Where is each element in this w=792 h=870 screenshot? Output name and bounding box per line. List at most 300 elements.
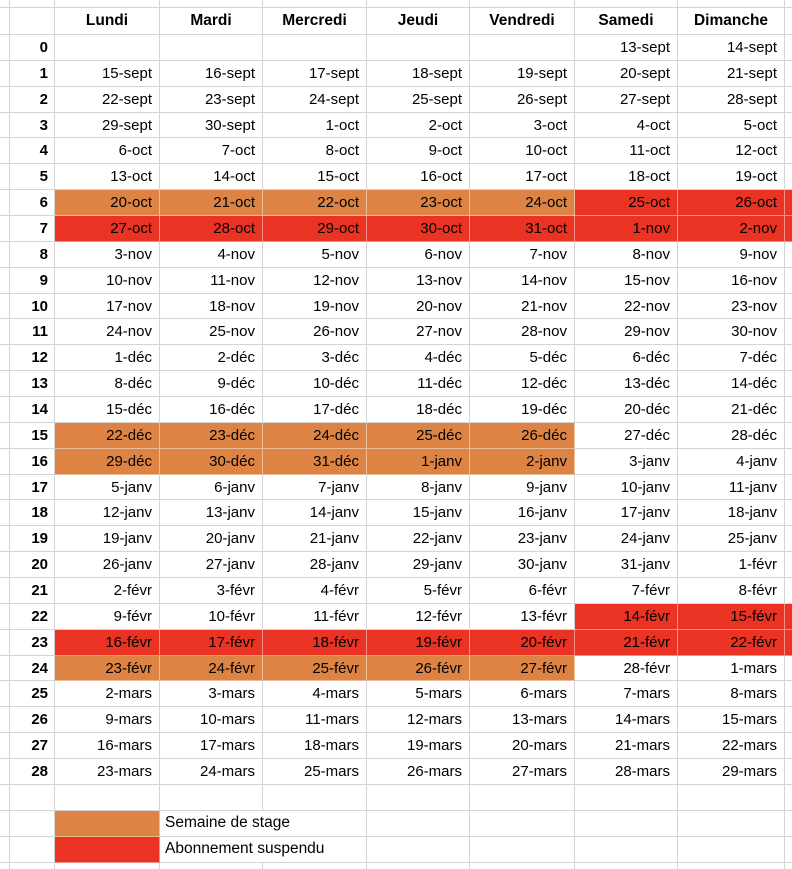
date-cell[interactable]: 27-janv — [160, 552, 263, 578]
date-cell[interactable]: 7-févr — [575, 578, 678, 604]
date-cell[interactable]: 30-sept — [160, 113, 263, 139]
date-cell[interactable]: 19-sept — [470, 61, 575, 87]
date-cell[interactable] — [55, 35, 160, 61]
date-cell[interactable]: 20-févr — [470, 630, 575, 656]
week-number-cell[interactable]: 6 — [10, 190, 55, 216]
date-cell[interactable]: 25-nov — [160, 319, 263, 345]
week-number-cell[interactable]: 20 — [10, 552, 55, 578]
date-cell[interactable]: 30-déc — [160, 449, 263, 475]
row-edge-cell — [785, 268, 792, 294]
date-cell[interactable]: 29-sept — [55, 113, 160, 139]
legend-label-stage[interactable]: Semaine de stage — [160, 811, 367, 837]
date-cell[interactable]: 18-sept — [367, 61, 470, 87]
date-cell[interactable]: 9-févr — [55, 604, 160, 630]
date-cell[interactable]: 7-nov — [470, 242, 575, 268]
legend-swatch-red[interactable] — [55, 837, 160, 863]
row-edge-cell — [785, 630, 792, 656]
legend-empty-cell — [575, 811, 678, 837]
date-cell[interactable]: 20-sept — [575, 61, 678, 87]
date-cell[interactable]: 12-déc — [470, 371, 575, 397]
date-cell[interactable]: 30-janv — [470, 552, 575, 578]
week-number-cell[interactable]: 15 — [10, 423, 55, 449]
empty-row-cell — [785, 785, 792, 811]
empty-row-cell — [575, 785, 678, 811]
date-cell[interactable]: 16-oct — [367, 164, 470, 190]
date-cell[interactable]: 6-nov — [367, 242, 470, 268]
date-cell[interactable]: 13-nov — [367, 268, 470, 294]
date-cell[interactable]: 13-oct — [55, 164, 160, 190]
date-cell[interactable]: 10-mars — [160, 707, 263, 733]
row-left-margin-cell — [0, 578, 10, 604]
bottom-partial-cell — [263, 863, 367, 870]
top-partial-cell — [785, 0, 792, 8]
row-left-margin-cell — [0, 371, 10, 397]
date-cell[interactable]: 20-mars — [470, 733, 575, 759]
date-cell[interactable]: 21-mars — [575, 733, 678, 759]
date-cell[interactable]: 30-nov — [678, 319, 785, 345]
date-cell[interactable]: 15-mars — [678, 707, 785, 733]
date-cell[interactable]: 22-sept — [55, 87, 160, 113]
date-cell[interactable]: 7-oct — [160, 138, 263, 164]
date-cell[interactable] — [263, 35, 367, 61]
date-cell[interactable]: 11-oct — [575, 138, 678, 164]
date-cell[interactable]: 14-sept — [678, 35, 785, 61]
date-cell[interactable]: 27-nov — [367, 319, 470, 345]
date-cell[interactable]: 12-oct — [678, 138, 785, 164]
row-left-margin-cell — [0, 604, 10, 630]
date-cell[interactable]: 3-févr — [160, 578, 263, 604]
bottom-partial-cell — [0, 863, 10, 870]
date-cell[interactable]: 15-nov — [575, 268, 678, 294]
date-cell[interactable]: 9-janv — [470, 475, 575, 501]
date-cell[interactable]: 26-déc — [470, 423, 575, 449]
date-cell[interactable]: 28-mars — [575, 759, 678, 785]
date-cell[interactable]: 17-déc — [263, 397, 367, 423]
row-left-margin-cell — [0, 449, 10, 475]
top-partial-cell — [160, 0, 263, 8]
date-cell[interactable]: 11-déc — [367, 371, 470, 397]
top-partial-cell — [678, 0, 785, 8]
date-cell[interactable]: 9-oct — [367, 138, 470, 164]
week-number-cell[interactable]: 21 — [10, 578, 55, 604]
legend-left-margin-cell — [0, 837, 10, 863]
date-cell[interactable]: 26-oct — [678, 190, 785, 216]
date-cell[interactable]: 19-déc — [470, 397, 575, 423]
day-header-mercredi[interactable]: Mercredi — [263, 8, 367, 35]
bottom-partial-cell — [160, 863, 263, 870]
row-edge-cell — [785, 242, 792, 268]
date-cell[interactable]: 7-déc — [678, 345, 785, 371]
date-cell[interactable]: 7-janv — [263, 475, 367, 501]
date-cell[interactable]: 1-oct — [263, 113, 367, 139]
legend-label-suspendu[interactable]: Abonnement suspendu — [160, 837, 367, 863]
date-cell[interactable]: 13-janv — [160, 500, 263, 526]
date-cell[interactable]: 27-sept — [575, 87, 678, 113]
date-cell[interactable]: 10-nov — [55, 268, 160, 294]
date-cell[interactable]: 3-mars — [160, 681, 263, 707]
empty-row-cell — [263, 785, 367, 811]
header-edge-cell — [785, 8, 792, 35]
date-cell[interactable]: 17-oct — [470, 164, 575, 190]
date-cell[interactable]: 13-sept — [575, 35, 678, 61]
date-cell[interactable]: 25-oct — [575, 190, 678, 216]
date-cell[interactable]: 24-déc — [263, 423, 367, 449]
date-cell[interactable]: 12-févr — [367, 604, 470, 630]
row-edge-cell — [785, 500, 792, 526]
date-cell[interactable]: 25-févr — [263, 656, 367, 682]
date-cell[interactable]: 17-mars — [160, 733, 263, 759]
date-cell[interactable]: 5-déc — [470, 345, 575, 371]
date-cell[interactable]: 16-mars — [55, 733, 160, 759]
day-header-mardi[interactable]: Mardi — [160, 8, 263, 35]
date-cell[interactable]: 5-nov — [263, 242, 367, 268]
date-cell[interactable]: 28-nov — [470, 319, 575, 345]
week-number-cell[interactable]: 27 — [10, 733, 55, 759]
date-cell[interactable]: 14-mars — [575, 707, 678, 733]
legend-left-margin-cell — [0, 811, 10, 837]
date-cell[interactable]: 23-janv — [470, 526, 575, 552]
week-number-cell[interactable]: 24 — [10, 656, 55, 682]
date-cell[interactable]: 4-nov — [160, 242, 263, 268]
row-edge-cell — [785, 733, 792, 759]
date-cell[interactable]: 18-janv — [678, 500, 785, 526]
date-cell[interactable] — [160, 35, 263, 61]
date-cell[interactable]: 18-mars — [263, 733, 367, 759]
row-left-margin-cell — [0, 630, 10, 656]
week-number-cell[interactable]: 17 — [10, 475, 55, 501]
week-number-cell[interactable]: 16 — [10, 449, 55, 475]
date-cell[interactable]: 15-sept — [55, 61, 160, 87]
row-edge-cell — [785, 345, 792, 371]
date-cell[interactable]: 10-oct — [470, 138, 575, 164]
date-cell[interactable]: 28-févr — [575, 656, 678, 682]
date-cell[interactable]: 27-mars — [470, 759, 575, 785]
row-left-margin-cell — [0, 526, 10, 552]
date-cell[interactable]: 11-févr — [263, 604, 367, 630]
date-cell[interactable]: 1-nov — [575, 216, 678, 242]
row-left-margin-cell — [0, 397, 10, 423]
date-cell[interactable]: 13-mars — [470, 707, 575, 733]
date-cell[interactable]: 25-déc — [367, 423, 470, 449]
row-left-margin-cell — [0, 164, 10, 190]
date-cell[interactable]: 14-oct — [160, 164, 263, 190]
date-cell[interactable]: 16-févr — [55, 630, 160, 656]
date-cell[interactable]: 27-oct — [55, 216, 160, 242]
week-number-cell[interactable]: 28 — [10, 759, 55, 785]
date-cell[interactable]: 23-mars — [55, 759, 160, 785]
week-number-cell[interactable]: 22 — [10, 604, 55, 630]
week-number-cell[interactable]: 4 — [10, 138, 55, 164]
date-cell[interactable]: 6-janv — [160, 475, 263, 501]
date-cell[interactable]: 16-déc — [160, 397, 263, 423]
date-cell[interactable]: 24-nov — [55, 319, 160, 345]
date-cell[interactable]: 9-nov — [678, 242, 785, 268]
date-cell[interactable]: 25-mars — [263, 759, 367, 785]
date-cell[interactable]: 8-mars — [678, 681, 785, 707]
date-cell[interactable]: 7-mars — [575, 681, 678, 707]
week-number-cell[interactable]: 19 — [10, 526, 55, 552]
date-cell[interactable]: 18-oct — [575, 164, 678, 190]
date-cell[interactable]: 24-sept — [263, 87, 367, 113]
date-cell[interactable]: 23-oct — [367, 190, 470, 216]
date-cell[interactable]: 12-mars — [367, 707, 470, 733]
date-cell[interactable]: 24-févr — [160, 656, 263, 682]
date-cell[interactable]: 18-déc — [367, 397, 470, 423]
date-cell[interactable]: 28-oct — [160, 216, 263, 242]
date-cell[interactable]: 13-déc — [575, 371, 678, 397]
row-left-margin-cell — [0, 268, 10, 294]
date-cell[interactable]: 6-févr — [470, 578, 575, 604]
date-cell[interactable] — [367, 35, 470, 61]
date-cell[interactable]: 5-janv — [55, 475, 160, 501]
date-cell[interactable]: 4-janv — [678, 449, 785, 475]
date-cell[interactable]: 12-janv — [55, 500, 160, 526]
legend-swatch-orange[interactable] — [55, 811, 160, 837]
date-cell[interactable]: 23-déc — [160, 423, 263, 449]
empty-row-cell — [160, 785, 263, 811]
row-left-margin-cell — [0, 294, 10, 320]
day-header-jeudi[interactable]: Jeudi — [367, 8, 470, 35]
date-cell[interactable]: 15-déc — [55, 397, 160, 423]
date-cell[interactable]: 16-nov — [678, 268, 785, 294]
date-cell[interactable]: 22-déc — [55, 423, 160, 449]
date-cell[interactable]: 4-mars — [263, 681, 367, 707]
row-left-margin-cell — [0, 733, 10, 759]
date-cell[interactable]: 27-déc — [575, 423, 678, 449]
date-cell[interactable]: 27-févr — [470, 656, 575, 682]
date-cell[interactable]: 26-nov — [263, 319, 367, 345]
date-cell[interactable]: 19-oct — [678, 164, 785, 190]
week-number-cell[interactable]: 9 — [10, 268, 55, 294]
date-cell[interactable]: 4-oct — [575, 113, 678, 139]
date-cell[interactable]: 23-sept — [160, 87, 263, 113]
week-number-cell[interactable]: 5 — [10, 164, 55, 190]
date-cell[interactable]: 19-janv — [55, 526, 160, 552]
date-cell[interactable]: 20-janv — [160, 526, 263, 552]
date-cell[interactable]: 31-oct — [470, 216, 575, 242]
date-cell[interactable]: 17-sept — [263, 61, 367, 87]
row-left-margin-cell — [0, 345, 10, 371]
row-edge-cell — [785, 707, 792, 733]
date-cell[interactable]: 20-oct — [55, 190, 160, 216]
date-cell[interactable]: 3-déc — [263, 345, 367, 371]
date-cell[interactable]: 22-nov — [575, 294, 678, 320]
date-cell[interactable]: 1-mars — [678, 656, 785, 682]
day-header-samedi[interactable]: Samedi — [575, 8, 678, 35]
date-cell[interactable]: 29-mars — [678, 759, 785, 785]
date-cell[interactable]: 18-nov — [160, 294, 263, 320]
date-cell[interactable]: 24-oct — [470, 190, 575, 216]
date-cell[interactable]: 3-oct — [470, 113, 575, 139]
date-cell[interactable]: 26-mars — [367, 759, 470, 785]
date-cell[interactable]: 29-janv — [367, 552, 470, 578]
week-number-cell[interactable]: 14 — [10, 397, 55, 423]
date-cell[interactable]: 29-déc — [55, 449, 160, 475]
date-cell[interactable]: 8-oct — [263, 138, 367, 164]
date-cell[interactable]: 2-févr — [55, 578, 160, 604]
row-left-margin-cell — [0, 552, 10, 578]
date-cell[interactable]: 14-janv — [263, 500, 367, 526]
date-cell[interactable]: 26-sept — [470, 87, 575, 113]
week-number-cell[interactable]: 11 — [10, 319, 55, 345]
day-header-vendredi[interactable]: Vendredi — [470, 8, 575, 35]
date-cell[interactable]: 21-janv — [263, 526, 367, 552]
date-cell[interactable]: 17-nov — [55, 294, 160, 320]
date-cell[interactable]: 17-janv — [575, 500, 678, 526]
date-cell[interactable]: 25-sept — [367, 87, 470, 113]
date-cell[interactable]: 6-mars — [470, 681, 575, 707]
week-number-cell[interactable]: 10 — [10, 294, 55, 320]
week-number-cell[interactable]: 1 — [10, 61, 55, 87]
day-header-lundi[interactable]: Lundi — [55, 8, 160, 35]
date-cell[interactable]: 4-févr — [263, 578, 367, 604]
date-cell[interactable]: 8-nov — [575, 242, 678, 268]
date-cell[interactable]: 29-nov — [575, 319, 678, 345]
week-column-header-cell[interactable] — [10, 8, 55, 35]
date-cell[interactable] — [470, 35, 575, 61]
row-edge-cell — [785, 61, 792, 87]
legend-empty-cell — [575, 837, 678, 863]
date-cell[interactable]: 13-févr — [470, 604, 575, 630]
week-number-cell[interactable]: 25 — [10, 681, 55, 707]
date-cell[interactable]: 23-nov — [678, 294, 785, 320]
date-cell[interactable]: 5-mars — [367, 681, 470, 707]
date-cell[interactable]: 14-déc — [678, 371, 785, 397]
date-cell[interactable]: 2-oct — [367, 113, 470, 139]
week-number-cell[interactable]: 13 — [10, 371, 55, 397]
date-cell[interactable]: 3-janv — [575, 449, 678, 475]
date-cell[interactable]: 9-mars — [55, 707, 160, 733]
date-cell[interactable]: 24-mars — [160, 759, 263, 785]
date-cell[interactable]: 21-sept — [678, 61, 785, 87]
row-edge-cell — [785, 578, 792, 604]
date-cell[interactable]: 11-mars — [263, 707, 367, 733]
date-cell[interactable]: 16-janv — [470, 500, 575, 526]
date-cell[interactable]: 21-oct — [160, 190, 263, 216]
week-number-cell[interactable]: 2 — [10, 87, 55, 113]
date-cell[interactable]: 28-déc — [678, 423, 785, 449]
week-number-cell[interactable]: 18 — [10, 500, 55, 526]
date-cell[interactable]: 10-févr — [160, 604, 263, 630]
date-cell[interactable]: 24-janv — [575, 526, 678, 552]
bottom-partial-cell — [55, 863, 160, 870]
date-cell[interactable]: 5-févr — [367, 578, 470, 604]
date-cell[interactable]: 8-févr — [678, 578, 785, 604]
week-number-cell[interactable]: 12 — [10, 345, 55, 371]
date-cell[interactable]: 10-déc — [263, 371, 367, 397]
date-cell[interactable]: 8-janv — [367, 475, 470, 501]
date-cell[interactable]: 2-janv — [470, 449, 575, 475]
date-cell[interactable]: 22-mars — [678, 733, 785, 759]
date-cell[interactable]: 12-nov — [263, 268, 367, 294]
date-cell[interactable]: 22-févr — [678, 630, 785, 656]
week-number-cell[interactable]: 3 — [10, 113, 55, 139]
date-cell[interactable]: 6-déc — [575, 345, 678, 371]
row-left-margin-cell — [0, 656, 10, 682]
date-cell[interactable]: 9-déc — [160, 371, 263, 397]
date-cell[interactable]: 1-févr — [678, 552, 785, 578]
row-left-margin-cell — [0, 475, 10, 501]
date-cell[interactable]: 28-janv — [263, 552, 367, 578]
date-cell[interactable]: 2-déc — [160, 345, 263, 371]
date-cell[interactable]: 28-sept — [678, 87, 785, 113]
date-cell[interactable]: 14-févr — [575, 604, 678, 630]
date-cell[interactable]: 29-oct — [263, 216, 367, 242]
date-cell[interactable]: 21-févr — [575, 630, 678, 656]
date-cell[interactable]: 15-oct — [263, 164, 367, 190]
row-edge-cell — [785, 759, 792, 785]
date-cell[interactable]: 11-janv — [678, 475, 785, 501]
date-cell[interactable]: 31-déc — [263, 449, 367, 475]
week-number-cell[interactable]: 8 — [10, 242, 55, 268]
week-number-cell[interactable]: 23 — [10, 630, 55, 656]
week-number-cell[interactable]: 26 — [10, 707, 55, 733]
top-partial-cell — [470, 0, 575, 8]
top-partial-cell — [367, 0, 470, 8]
row-edge-cell — [785, 35, 792, 61]
date-cell[interactable]: 14-nov — [470, 268, 575, 294]
date-cell[interactable]: 8-déc — [55, 371, 160, 397]
date-cell[interactable]: 2-nov — [678, 216, 785, 242]
week-number-cell[interactable]: 7 — [10, 216, 55, 242]
date-cell[interactable]: 1-déc — [55, 345, 160, 371]
date-cell[interactable]: 30-oct — [367, 216, 470, 242]
date-cell[interactable]: 3-nov — [55, 242, 160, 268]
row-left-margin-cell — [0, 681, 10, 707]
bottom-partial-cell — [470, 863, 575, 870]
date-cell[interactable]: 22-oct — [263, 190, 367, 216]
date-cell[interactable]: 11-nov — [160, 268, 263, 294]
date-cell[interactable]: 20-nov — [367, 294, 470, 320]
date-cell[interactable]: 21-nov — [470, 294, 575, 320]
row-left-margin-cell — [0, 61, 10, 87]
date-cell[interactable]: 6-oct — [55, 138, 160, 164]
date-cell[interactable]: 23-févr — [55, 656, 160, 682]
bottom-partial-cell — [10, 863, 55, 870]
date-cell[interactable]: 18-févr — [263, 630, 367, 656]
date-cell[interactable]: 19-févr — [367, 630, 470, 656]
date-cell[interactable]: 31-janv — [575, 552, 678, 578]
bottom-partial-cell — [367, 863, 470, 870]
week-number-cell[interactable]: 0 — [10, 35, 55, 61]
date-cell[interactable]: 19-nov — [263, 294, 367, 320]
date-cell[interactable]: 19-mars — [367, 733, 470, 759]
day-header-dimanche[interactable]: Dimanche — [678, 8, 785, 35]
date-cell[interactable]: 2-mars — [55, 681, 160, 707]
date-cell[interactable]: 26-janv — [55, 552, 160, 578]
row-edge-cell — [785, 475, 792, 501]
date-cell[interactable]: 26-févr — [367, 656, 470, 682]
empty-row-cell — [55, 785, 160, 811]
date-cell[interactable]: 21-déc — [678, 397, 785, 423]
date-cell[interactable]: 5-oct — [678, 113, 785, 139]
row-edge-cell — [785, 87, 792, 113]
date-cell[interactable]: 10-janv — [575, 475, 678, 501]
date-cell[interactable]: 20-déc — [575, 397, 678, 423]
date-cell[interactable]: 4-déc — [367, 345, 470, 371]
date-cell[interactable]: 1-janv — [367, 449, 470, 475]
date-cell[interactable]: 16-sept — [160, 61, 263, 87]
date-cell[interactable]: 17-févr — [160, 630, 263, 656]
empty-row-cell — [367, 785, 470, 811]
row-edge-cell — [785, 656, 792, 682]
date-cell[interactable]: 25-janv — [678, 526, 785, 552]
row-left-margin-cell — [0, 707, 10, 733]
row-edge-cell — [785, 113, 792, 139]
date-cell[interactable]: 15-janv — [367, 500, 470, 526]
date-cell[interactable]: 22-janv — [367, 526, 470, 552]
date-cell[interactable]: 15-févr — [678, 604, 785, 630]
